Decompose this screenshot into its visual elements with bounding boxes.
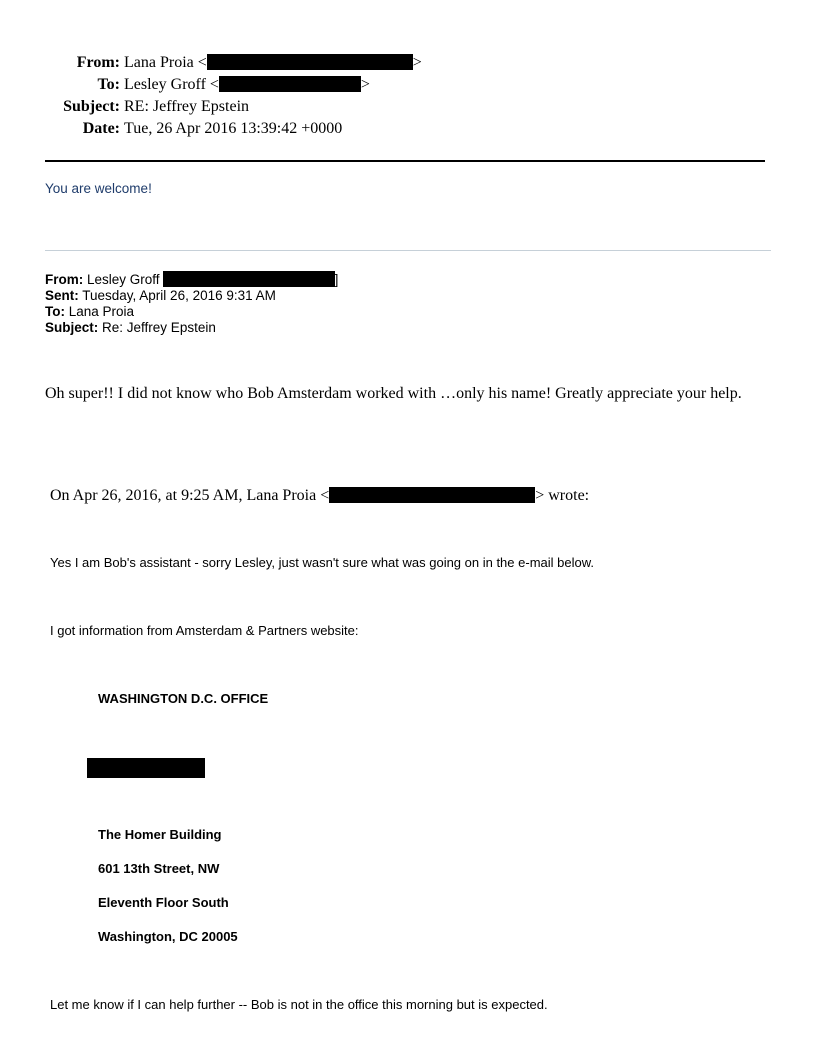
redaction-block — [329, 487, 535, 503]
redaction-block — [87, 758, 205, 778]
header-date-label: Date: — [82, 120, 120, 137]
forwarded-sent-value: Tuesday, April 26, 2016 9:31 AM — [82, 288, 276, 303]
quoted-closing: Let me know if I can help further -- Bob is not in the office this morning but is expected. — [50, 997, 548, 1012]
header-to-label: To: — [97, 76, 120, 93]
reply-divider — [45, 250, 771, 251]
forwarded-to-label: To: — [45, 304, 65, 319]
forwarded-subject-row — [45, 320, 216, 336]
forwarded-sent-row — [45, 288, 276, 304]
forwarded-sent-label: Sent: — [45, 288, 79, 303]
address-line: Washington, DC 20005 — [98, 929, 238, 944]
redaction-block — [219, 76, 361, 92]
address-line: Eleventh Floor South — [98, 895, 229, 910]
header-from-label: From: — [76, 54, 120, 71]
header-date-value: Tue, 26 Apr 2016 13:39:42 +0000 — [124, 120, 343, 137]
message-text: Oh super!! I did not know who Bob Amsterdam worked with …only his name! Greatly appreciate your help. — [45, 385, 742, 402]
forwarded-subject-label: Subject: — [45, 320, 99, 335]
header-from-value: Lana Proia < > — [124, 54, 422, 71]
forwarded-to-value: Lana Proia — [68, 304, 135, 319]
address-line: 601 13th Street, NW — [98, 861, 220, 876]
forwarded-from-label: From: — [45, 272, 84, 287]
redaction-block — [163, 271, 335, 287]
address-line: The Homer Building — [98, 827, 222, 842]
forwarded-subject-value: Re: Jeffrey Epstein — [102, 320, 216, 335]
forwarded-from-value: Lesley Groff — [87, 272, 160, 287]
forwarded-to-row — [45, 304, 134, 320]
header-subject-value: RE: Jeffrey Epstein — [124, 98, 250, 115]
header-to-value: Lesley Groff < > — [124, 76, 370, 93]
header-divider — [45, 160, 765, 162]
redaction-block — [207, 54, 413, 70]
office-heading: WASHINGTON D.C. OFFICE — [98, 691, 269, 706]
forwarded-from-row: From: Lesley Groff ] — [45, 272, 339, 287]
quote-intro: On Apr 26, 2016, at 9:25 AM, Lana Proia < > wrote: — [50, 487, 590, 504]
reply-text: You are welcome! — [45, 181, 152, 196]
quoted-line-1: Yes I am Bob's assistant - sorry Lesley, just wasn't sure what was going on in the e-mail below. — [50, 555, 595, 570]
header-subject-label: Subject: — [63, 98, 120, 115]
quoted-line-2: I got information from Amsterdam & Partners website: — [50, 623, 359, 638]
